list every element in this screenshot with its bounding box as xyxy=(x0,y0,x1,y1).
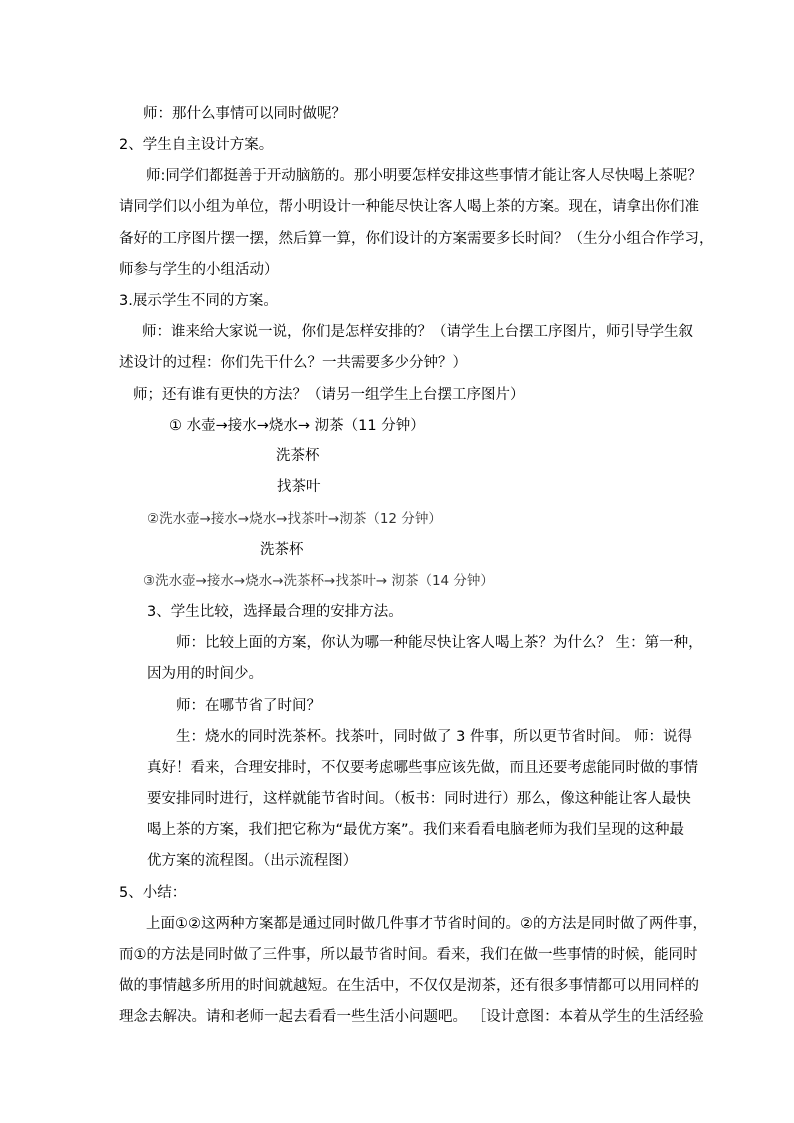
text-line-23: 要安排同时进行，这样就能节省时间。（板书：同时进行）那么，像这种能让客人最快 xyxy=(147,791,691,807)
text-line-17: 3、学生比较，选择最合理的安排方法。 xyxy=(147,604,403,620)
text-line-18: 师：比较上面的方案，你认为哪一种能尽快让客人喝上茶？为什么？ 生：第一种， xyxy=(176,635,703,651)
text-line-25: 优方案的流程图。（出示流程图） xyxy=(147,853,358,869)
text-line-20: 师：在哪节省了时间？ xyxy=(176,698,321,714)
text-line-8: 师：谁来给大家说一说，你们是怎样安排的？（请学生上台摆工序图片，师引导学生叙 xyxy=(142,324,693,340)
scheme-2: ②洗水壶→接水→烧水→找茶叶→沏茶（12 分钟） xyxy=(147,511,442,527)
text-line-30: 理念去解决。请和老师一起去看看一些生活小问题吧。 ［设计意图：本着从学生的生活经验 xyxy=(119,1009,704,1025)
scheme-2-parallel: 洗茶杯 xyxy=(260,542,304,558)
text-line-7: 3.展示学生不同的方案。 xyxy=(119,293,278,309)
text-line-29: 做的事情越多所用的时间就越短。在生活中，不仅仅是沏茶，还有很多事情都可以用同样的 xyxy=(119,978,699,994)
text-line-6: 师参与学生的小组活动） xyxy=(119,262,279,278)
scheme-3: ③洗水壶→接水→烧水→洗茶杯→找茶叶→ 沏茶（14 分钟） xyxy=(143,573,494,589)
scheme-1-parallel-1: 洗茶杯 xyxy=(276,448,320,464)
scheme-1: ① 水壶→接水→烧水→ 沏茶（11 分钟） xyxy=(169,418,425,434)
text-line-28: 而①的方法是同时做了三件事，所以最节省时间。看来，我们在做一些事情的时候，能同时 xyxy=(119,947,698,963)
text-line-27: 上面①②这两种方案都是通过同时做几件事才节省时间的。②的方法是同时做了两件事， xyxy=(146,916,707,932)
text-line-2: 2、学生自主设计方案。 xyxy=(119,137,274,153)
text-line-3: 师:同学们都挺善于开动脑筋的。那小明要怎样安排这些事情才能让客人尽快喝上茶呢？ xyxy=(146,168,702,184)
text-line-5: 备好的工序图片摆一摆，然后算一算，你们设计的方案需要多长时间？（生分小组合作学习， xyxy=(119,231,714,247)
text-line-22: 真好！看来，合理安排时，不仅要考虑哪些事应该先做，而且还要考虑能同时做的事情 xyxy=(147,760,698,776)
text-line-26: 5、小结： xyxy=(119,885,187,901)
text-line-24: 喝上茶的方案，我们把它称为“最优方案”。我们来看看电脑老师为我们呈现的这种最 xyxy=(147,822,685,838)
text-line-21: 生：烧水的同时洗茶杯。找茶叶，同时做了 3 件事，所以更节省时间。 师：说得 xyxy=(176,729,693,745)
text-line-19: 因为用的时间少。 xyxy=(147,666,263,682)
text-line-10: 师；还有谁有更快的方法？（请另一组学生上台摆工序图片） xyxy=(133,387,525,403)
text-line-1: 师：那什么事情可以同时做呢？ xyxy=(143,106,346,122)
scheme-1-parallel-2: 找茶叶 xyxy=(277,479,321,495)
text-line-4: 请同学们以小组为单位，帮小明设计一种能尽快让客人喝上茶的方案。现在，请拿出你们准 xyxy=(119,199,699,215)
text-line-9: 述设计的过程：你们先干什么？一共需要多少分钟？） xyxy=(119,355,467,371)
